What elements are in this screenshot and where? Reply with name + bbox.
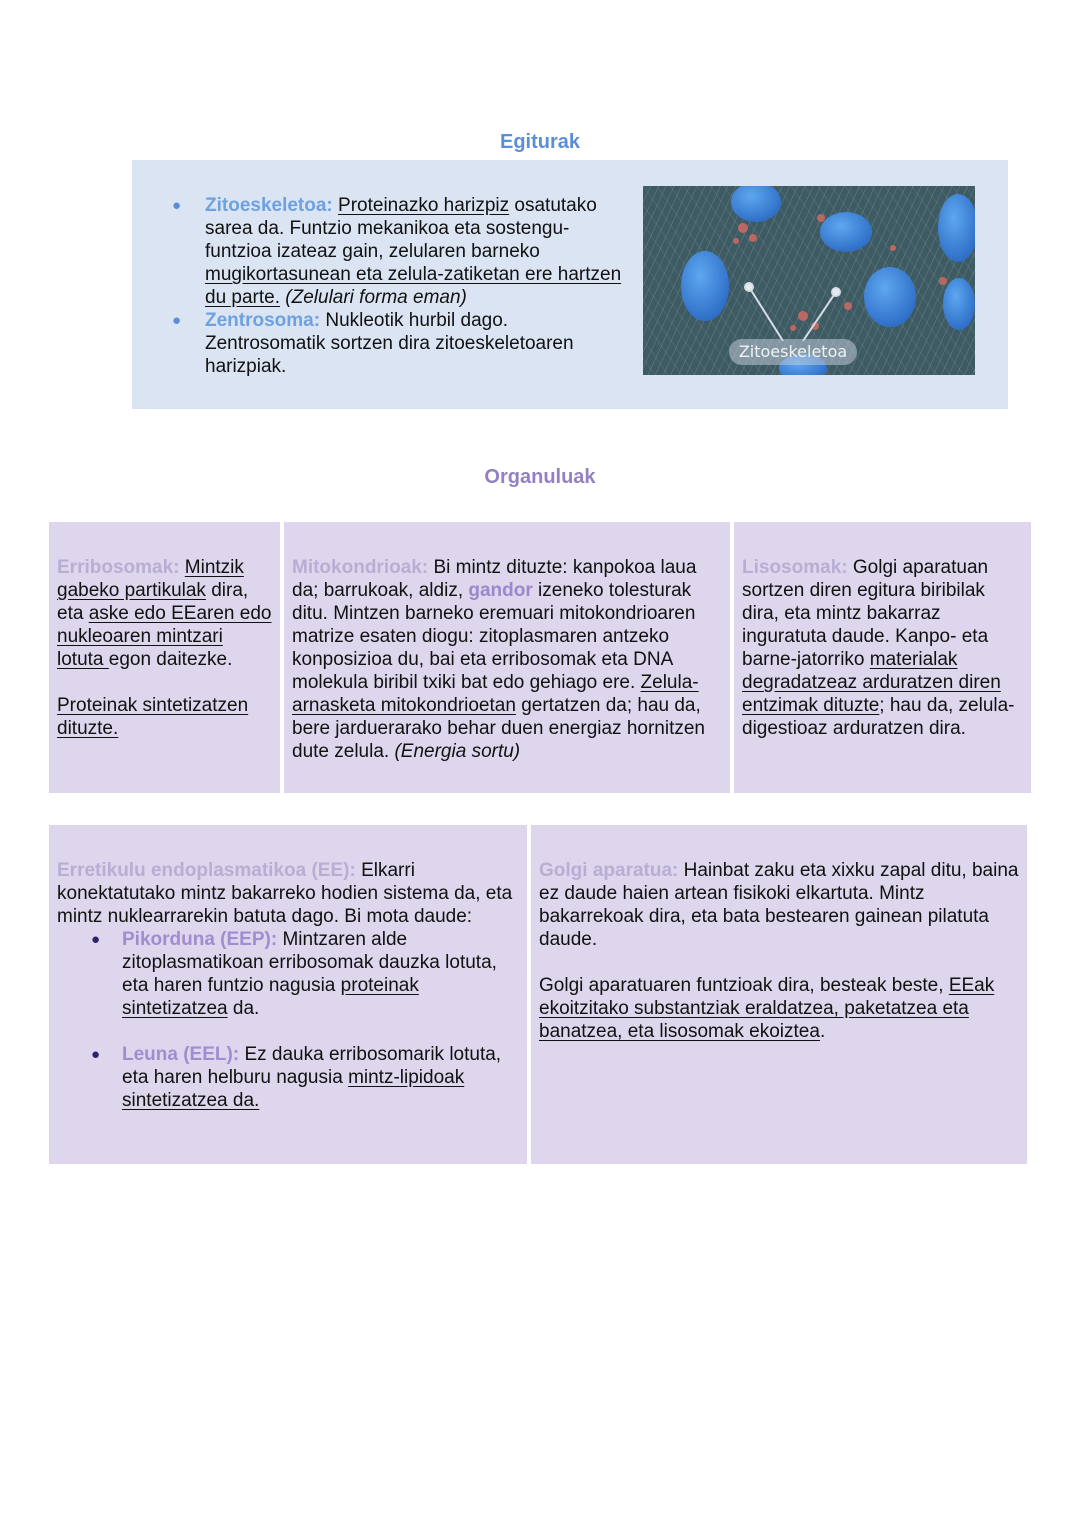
term-ee: Erretikulu endoplasmatikoa (EE): bbox=[57, 860, 356, 881]
text-span: gertatzen da; hau da, bere jarduerarako behar duen energiaz hornitzen dute zelula. bbox=[292, 695, 705, 762]
term-golgi: Golgi aparatua: bbox=[539, 860, 679, 881]
text-span: (Zelulari forma eman) bbox=[285, 287, 467, 308]
term-zitoeskeletoa: Zitoeskeletoa: bbox=[205, 195, 333, 216]
term-zentrosoma: Zentrosoma: bbox=[205, 310, 321, 331]
paragraph bbox=[57, 859, 519, 928]
text-span: mugikortasunean eta zelula-zatiketan ere hartzen du parte. bbox=[205, 264, 622, 308]
section-title-egiturak: Egiturak bbox=[499, 131, 581, 153]
text-span: osatutako sarea da. Funtzio mekanikoa eta sostengu-funtzioa izateaz gain, zelularen barneko bbox=[205, 195, 597, 262]
term-gandor: gandor bbox=[468, 580, 533, 601]
term-lisosomak: Lisosomak: bbox=[742, 557, 848, 578]
text-span: izeneko tolesturak ditu. Mintzen barneko eremuari mitokondrioaren matrize esaten diogu: zitoplasmaren antzeko konposizioa du, bai eta erribosomak eta DNA molekula biribil txiki bat edo gehiago ere. bbox=[292, 580, 696, 693]
list-item-zitoeskeletoa bbox=[172, 194, 622, 309]
term-mitokondrioak: Mitokondrioak: bbox=[292, 557, 429, 578]
text-span: (Energia sortu) bbox=[394, 741, 521, 762]
cell-golgi-aparatua bbox=[531, 825, 1027, 1164]
cell-mitokondrioak bbox=[284, 522, 730, 793]
text-span: mintz-lipidoak bbox=[348, 1067, 465, 1088]
ee-types-list bbox=[57, 928, 519, 1112]
text-span: Mintzaren alde zitoplasmatikoan erribosomak dauzka lotuta, eta haren funtzio nagusia bbox=[122, 929, 497, 996]
text-span: Bi mintz dituzte: kanpokoa laua da; barrukoak, aldiz, bbox=[292, 557, 697, 601]
term-pikorduna: Pikorduna (EEP): bbox=[122, 929, 278, 950]
text-span: Golgi aparatuaren funtzioak dira, besteak beste, bbox=[539, 975, 949, 996]
cytoskeleton-micrograph bbox=[643, 186, 975, 375]
text-span: EEak ekoitzitako substantziak eraldatzea, paketatzea eta banatzea, eta lisosomak ekoiztea bbox=[539, 975, 995, 1042]
egiturak-list bbox=[172, 194, 622, 378]
text-span: Ez dauka erribosomarik lotuta, eta haren helburu nagusia bbox=[122, 1044, 502, 1088]
paragraph bbox=[292, 556, 722, 763]
text-span: da. bbox=[227, 998, 260, 1019]
text-span: Proteinazko harizpiz bbox=[338, 195, 510, 216]
text-span: ; hau da, zelula-digestioaz arduratzen dira. bbox=[742, 695, 1015, 739]
text-span: aske edo EEaren edo nukleoaren mintzari lotuta bbox=[57, 603, 272, 670]
micrograph-label: Zitoeskeletoa bbox=[729, 339, 857, 365]
text-span: Nukleotik hurbil dago. Zentrosomatik sortzen dira zitoeskeletoaren harizpiak. bbox=[205, 310, 574, 377]
list-item-leuna bbox=[57, 1043, 519, 1112]
cell-erribosomak bbox=[49, 522, 280, 793]
cell-erretikulu-endoplasmatikoa bbox=[49, 825, 527, 1164]
text-span: proteinak sintetizatzea bbox=[122, 975, 419, 1019]
list-item-pikorduna bbox=[57, 928, 519, 1020]
section-title-organuluak: Organuluak bbox=[484, 466, 596, 488]
term-leuna: Leuna (EEL): bbox=[122, 1044, 240, 1065]
paragraph bbox=[539, 859, 1019, 951]
term-erribosomak: Erribosomak: bbox=[57, 557, 180, 578]
text-span: Hainbat zaku eta xixku zapal ditu, baina ez daude haien artean fisikoki elkartuta. Mintz bakarrekoak dira, eta bata bestearen gainean pilatuta daude. bbox=[539, 860, 1019, 950]
text-span: sintetizatzea da. bbox=[122, 1090, 260, 1111]
paragraph bbox=[57, 556, 272, 671]
text-span: Mintzik gabeko partikulak bbox=[57, 557, 244, 601]
text-span: Elkarri konektatutako mintz bakarreko hodien sistema da, eta mintz nuklearrarekin batuta dago. Bi mota daude: bbox=[57, 860, 513, 927]
paragraph bbox=[539, 974, 1019, 1043]
egiturak-box bbox=[132, 160, 1008, 409]
paragraph bbox=[742, 556, 1023, 740]
list-item-zentrosoma bbox=[172, 309, 622, 378]
text-span: egon daitezke. bbox=[108, 649, 233, 670]
text-span: . bbox=[819, 1021, 826, 1042]
cell-lisosomak bbox=[734, 522, 1031, 793]
text-span: dira, eta bbox=[57, 580, 249, 624]
text-span: materialak degradatzeaz arduratzen diren entzimak dituzte bbox=[742, 649, 1001, 716]
paragraph: Proteinak sintetizatzen dituzte. bbox=[57, 695, 249, 739]
text-span: Golgi aparatuan sortzen diren egitura biribilak dira, eta mintz bakarraz inguratuta daude. Kanpo- eta barne-jatorriko bbox=[742, 557, 989, 670]
text-span: Zelula-arnasketa mitokondrioetan bbox=[292, 672, 699, 716]
